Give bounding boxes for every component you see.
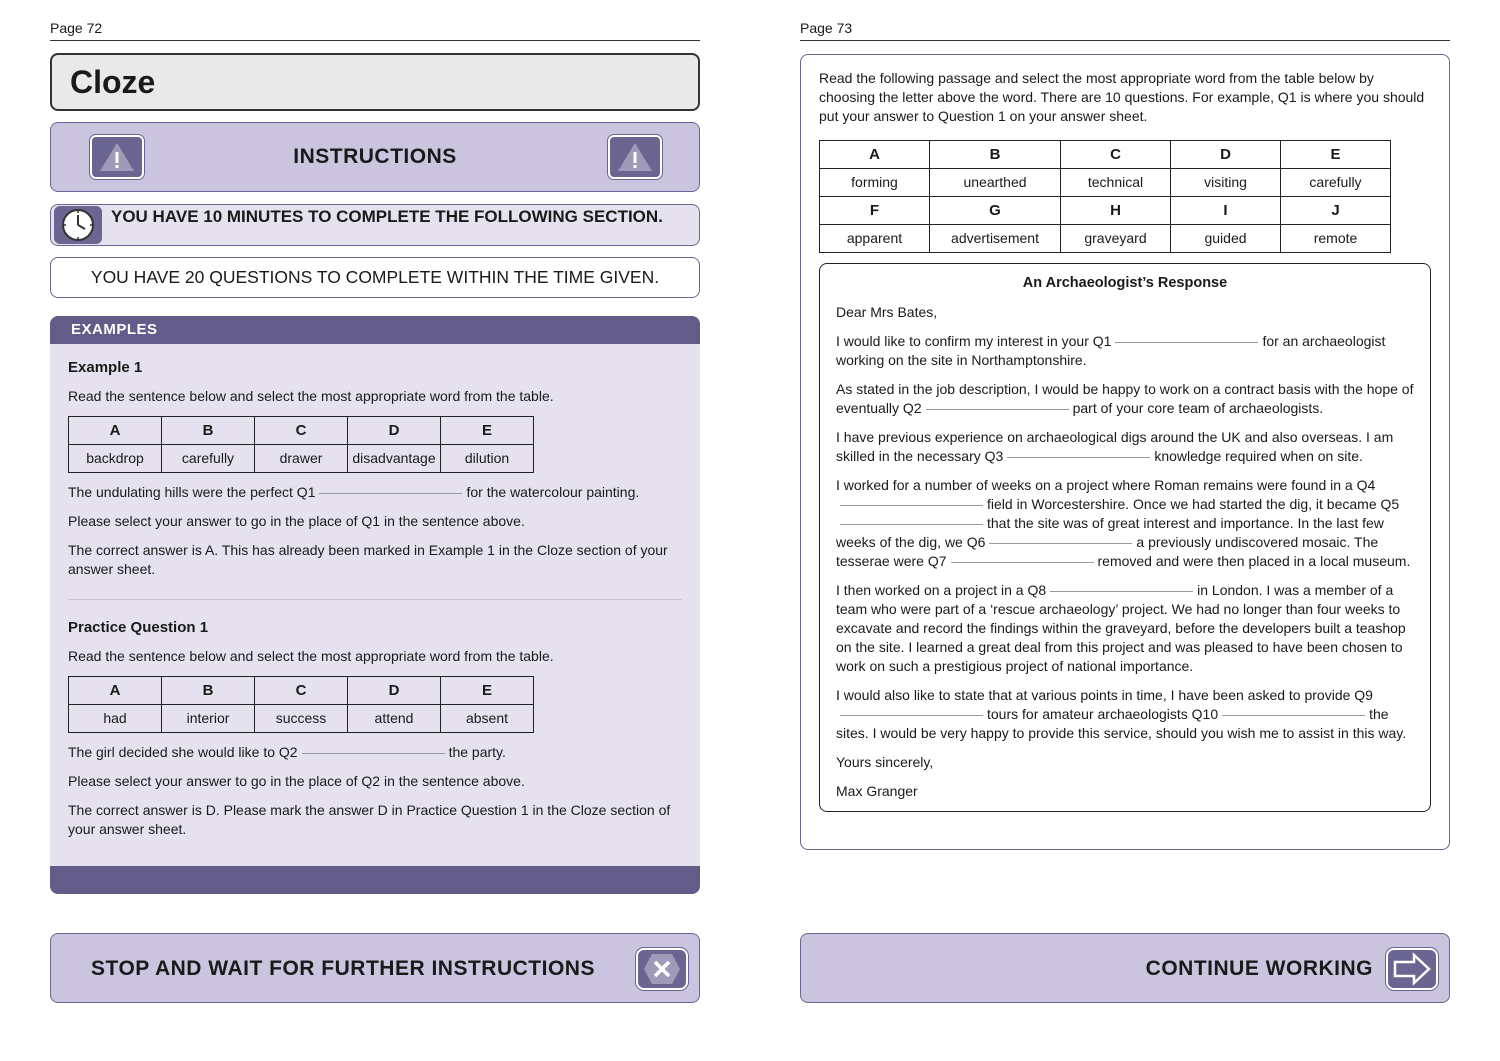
example-intro: Read the sentence below and select the most appropriate word from the table.	[68, 388, 554, 404]
option-word: graveyard	[1061, 225, 1171, 253]
sentence-end: the party.	[448, 744, 506, 760]
answer-blank	[840, 524, 983, 525]
option-word: carefully	[162, 445, 255, 473]
letter-paragraph: I have previous experience on archaeological digs around the UK and also overseas. I am skilled in the necessary Q3 knowledge required when on site.	[836, 429, 1394, 464]
option-word: unearthed	[930, 169, 1061, 197]
sentence-end: for the watercolour painting.	[466, 484, 640, 500]
question-count-notice: YOU HAVE 20 QUESTIONS TO COMPLETE WITHIN THE TIME GIVEN.	[50, 257, 700, 298]
passage-word-table	[819, 140, 1391, 253]
option-word: technical	[1061, 169, 1171, 197]
option-letter: E	[441, 677, 534, 705]
option-letter: A	[820, 141, 930, 169]
example-heading: Example 1	[68, 359, 143, 376]
stop-button-label: STOP AND WAIT FOR FURTHER INSTRUCTIONS	[91, 957, 595, 980]
option-word: apparent	[820, 225, 930, 253]
letter-paragraph: I would also like to state that at various points in time, I have been asked to provide Q9tours for amateur archaeologists Q10 the sites. I would be very happy to provide this service, should you wish me to assist in this way.	[836, 687, 1407, 741]
option-word: success	[255, 705, 348, 733]
option-letter: B	[930, 141, 1061, 169]
option-word: attend	[348, 705, 441, 733]
continue-button[interactable]	[800, 933, 1450, 1003]
answer-blank	[840, 715, 983, 716]
answer-blank	[1115, 342, 1258, 343]
option-letter: E	[441, 417, 534, 445]
stop-button[interactable]	[50, 933, 700, 1003]
option-word: advertisement	[930, 225, 1061, 253]
practice-word-table	[68, 676, 534, 733]
example-sentence	[68, 483, 682, 502]
option-letter: D	[348, 417, 441, 445]
option-letter: C	[255, 677, 348, 705]
instructions-banner	[50, 122, 700, 192]
time-notice: YOU HAVE 10 MINUTES TO COMPLETE THE FOLLOWING SECTION.	[111, 207, 663, 226]
option-word: visiting	[1171, 169, 1281, 197]
examples-heading: EXAMPLES	[50, 316, 700, 344]
option-letter: J	[1281, 197, 1391, 225]
option-word: dilution	[441, 445, 534, 473]
left-page	[50, 18, 700, 837]
option-word: had	[69, 705, 162, 733]
answer-blank	[989, 543, 1132, 544]
option-word: carefully	[1281, 169, 1391, 197]
examples-footer-bar	[50, 866, 700, 894]
answer-blank	[1222, 715, 1365, 716]
practice-instruction: Please select your answer to go in the place of Q2 in the sentence above.	[68, 773, 525, 789]
option-letter: A	[69, 677, 162, 705]
warning-icon	[608, 135, 662, 179]
answer-blank	[1050, 591, 1193, 592]
example-word-table	[68, 416, 534, 473]
option-letter: B	[162, 677, 255, 705]
option-word: remote	[1281, 225, 1391, 253]
option-word: forming	[820, 169, 930, 197]
answer-blank	[319, 493, 462, 494]
divider	[68, 599, 682, 600]
right-page	[800, 18, 1450, 799]
option-word: interior	[162, 705, 255, 733]
letter-paragraph: I then worked on a project in a Q8 in London. I was a member of a team who were part of a ‘rescue archaeology’ project. We had no longer than four weeks to excavate and record the findings within the graveyard, before the developers built a teashop on the site. I learned a great deal from this project and was pleased to have been chosen to work on such a prestigious project of national importance.	[836, 582, 1406, 674]
continue-button-label: CONTINUE WORKING	[1145, 957, 1373, 980]
option-word: absent	[441, 705, 534, 733]
page-number: Page 73	[800, 18, 1450, 41]
page-number: Page 72	[50, 18, 700, 41]
option-letter: C	[1061, 141, 1171, 169]
option-letter: C	[255, 417, 348, 445]
page-title: Cloze	[50, 53, 700, 111]
option-word: drawer	[255, 445, 348, 473]
letter-closing: Yours sincerely,	[836, 754, 934, 770]
option-letter: D	[348, 677, 441, 705]
example-answer: The correct answer is A. This has already been marked in Example 1 in the Cloze section of your answer sheet.	[68, 542, 668, 577]
time-notice-box	[50, 204, 700, 246]
practice-sentence	[68, 743, 682, 762]
option-word: backdrop	[69, 445, 162, 473]
answer-blank	[840, 505, 983, 506]
practice-heading: Practice Question 1	[68, 619, 209, 636]
option-letter: I	[1171, 197, 1281, 225]
practice-answer: The correct answer is D. Please mark the answer D in Practice Question 1 in the Cloze section of your answer sheet.	[68, 802, 671, 837]
option-letter: B	[162, 417, 255, 445]
option-letter: D	[1171, 141, 1281, 169]
answer-blank	[926, 409, 1069, 410]
arrow-right-icon	[1386, 948, 1438, 990]
option-letter: G	[930, 197, 1061, 225]
passage-panel	[800, 54, 1450, 850]
option-letter: F	[820, 197, 930, 225]
answer-blank	[1007, 457, 1150, 458]
letter-paragraph: I worked for a number of weeks on a project where Roman remains were found in a Q4field in Worcestershire. Once we had started the dig, it became Q5that the site was of great interest and importance. In the last few weeks of the dig, we Q6 a previously undiscovered mosaic. The tesserae were Q7 removed and were then placed in a local museum.	[836, 477, 1411, 569]
instructions-heading: INSTRUCTIONS	[293, 145, 457, 168]
option-word: disadvantage	[348, 445, 441, 473]
answer-blank	[302, 753, 445, 754]
letter-passage	[819, 263, 1431, 812]
letter-signature: Max Granger	[836, 783, 918, 799]
sentence-start: The undulating hills were the perfect Q1	[68, 484, 316, 500]
example-instruction: Please select your answer to go in the place of Q1 in the sentence above.	[68, 513, 525, 529]
passage-intro: Read the following passage and select the most appropriate word from the table below by choosing the letter above the word. There are 10 questions. For example, Q1 is where you should put your answer to Question 1 on your answer sheet.	[819, 70, 1425, 124]
practice-intro: Read the sentence below and select the most appropriate word from the table.	[68, 648, 554, 664]
option-letter: A	[69, 417, 162, 445]
close-icon	[636, 948, 688, 990]
option-word: guided	[1171, 225, 1281, 253]
letter-salutation: Dear Mrs Bates,	[836, 304, 938, 320]
answer-blank	[951, 562, 1094, 563]
letter-title: An Archaeologist’s Response	[1022, 275, 1228, 291]
letter-paragraph: As stated in the job description, I would be happy to work on a contract basis with the hope of eventually Q2 part of your core team of archaeologists.	[836, 381, 1414, 416]
option-letter: E	[1281, 141, 1391, 169]
examples-panel	[50, 316, 700, 894]
letter-paragraph: I would like to confirm my interest in your Q1 for an archaeologist working on the site in Northamptonshire.	[836, 333, 1386, 368]
clock-icon	[54, 206, 102, 244]
sentence-start: The girl decided she would like to Q2	[68, 744, 298, 760]
option-letter: H	[1061, 197, 1171, 225]
